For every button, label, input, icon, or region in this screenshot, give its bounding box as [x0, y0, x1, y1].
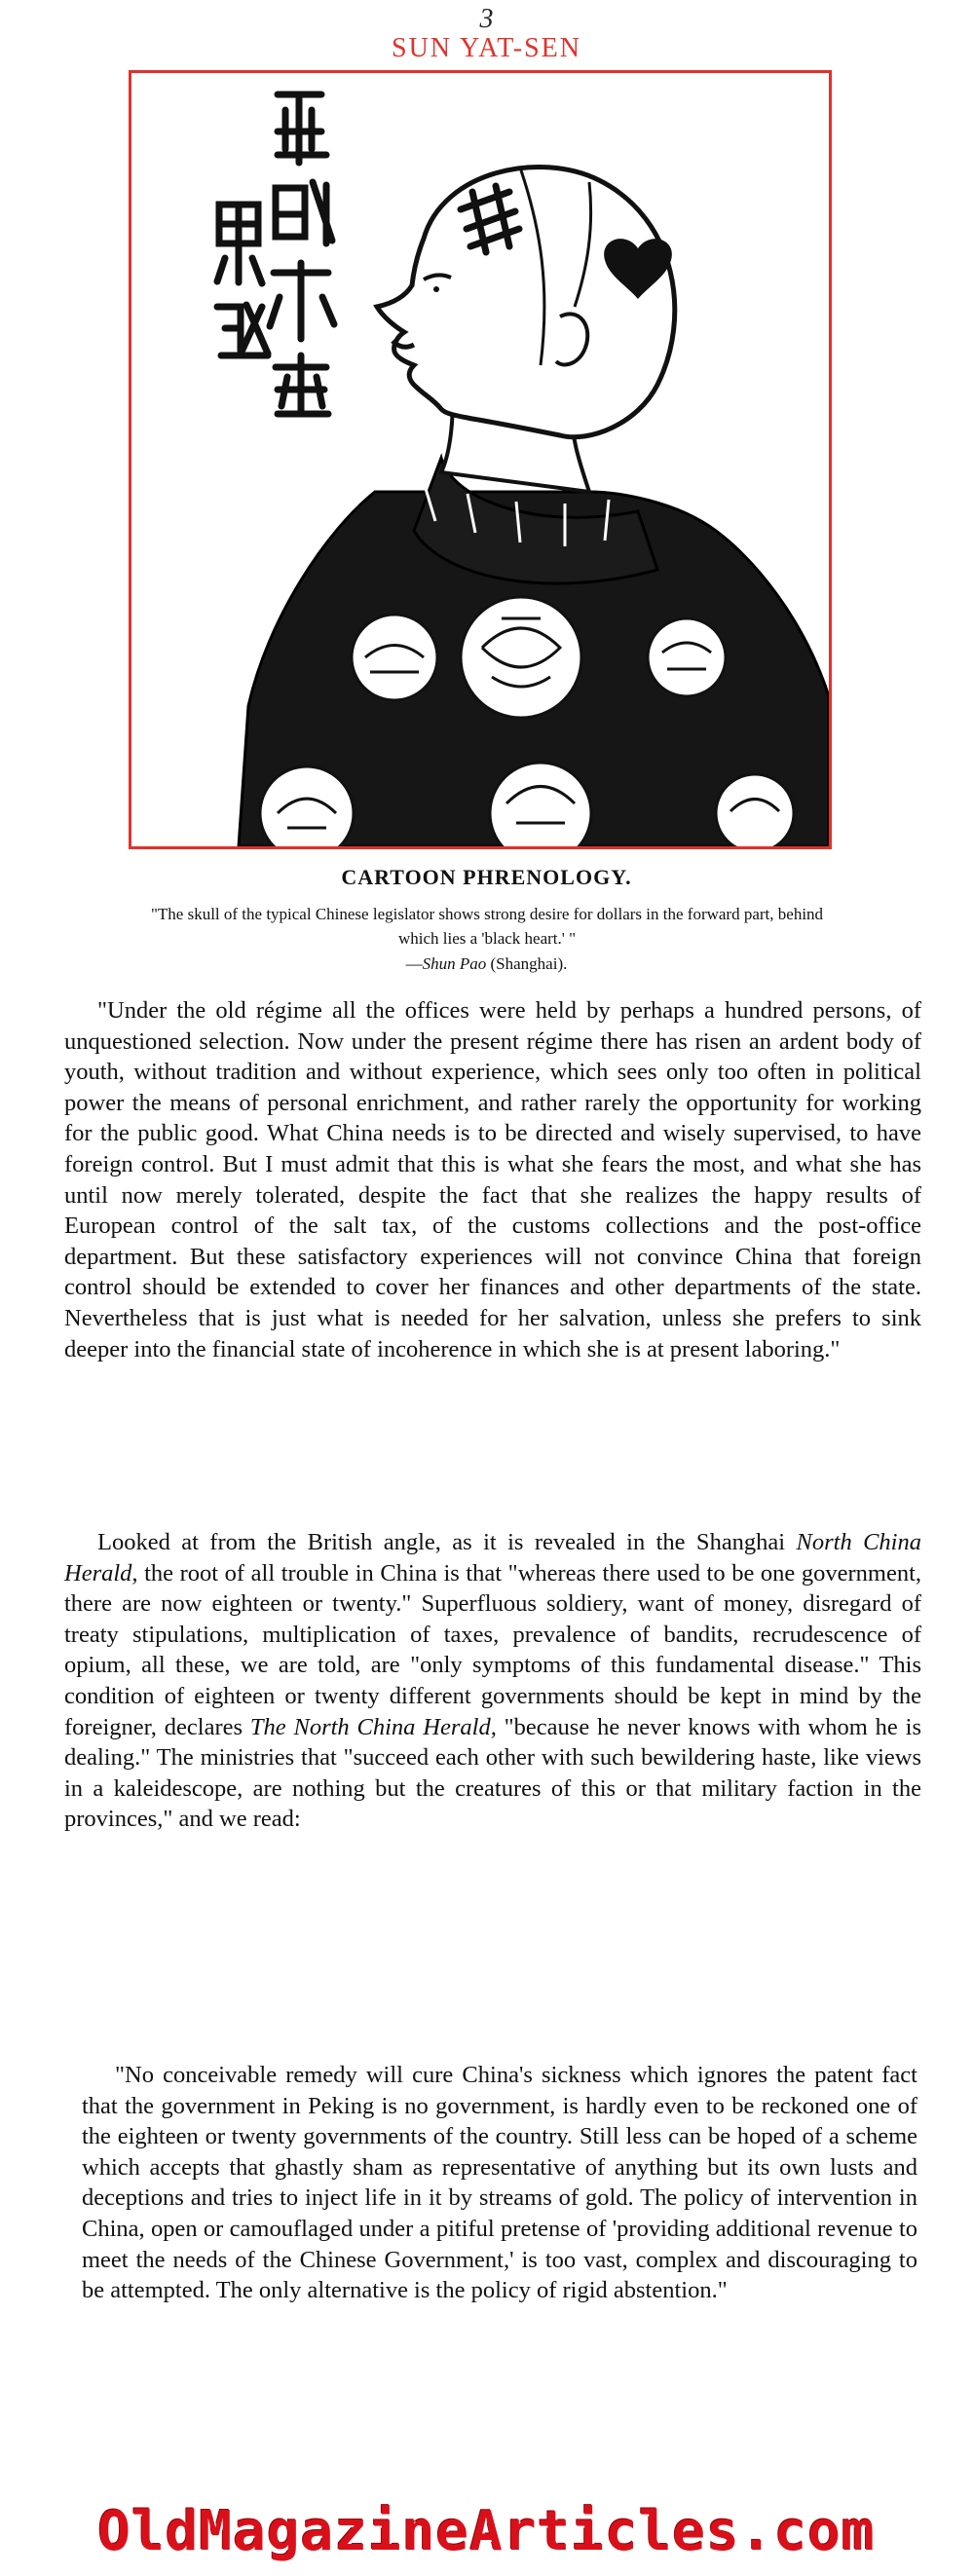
source-city: (Shanghai).: [486, 954, 568, 973]
quote-3-text: "No conceivable remedy will cure China's sickness which ignores the patent fact that the government in Peking is no government, is hardly even to be reckoned one of the eighteen or twenty governments of the country. Still less can be hoped of a scheme which accepts that ghastly sham as representative of anything but its own lusts and deceptions and tries to inject life in it by streams of gold. The policy of intervention in China, open or camouflaged under a pitiful pretense of 'providing additional revenue to meet the needs of the Chinese Government,' is too vast, complex and discouraging to be attempted. The only alternative is the policy of rigid abstention.": [82, 2062, 917, 2304]
para-2-part-b: the root of all trouble in China is that "whereas there used to be one government, there are now eighteen or twenty." Superfluous soldiery, want of money, disregard of treaty stipulations, multiplication of taxes, prevalence of bandits, recrudescence of opium, all these, we are told, are "only symptoms of this fundamental disease." This condition of eighteen or twenty different governments should be kept in mind by the foreigner, declares: [64, 1559, 921, 1740]
running-title: SUN YAT-SEN: [392, 33, 581, 63]
paragraph-2-text: [64, 1527, 921, 1835]
cartoon-illustration: [129, 70, 832, 849]
para-2-italic-2: The North China Herald,: [249, 1713, 497, 1740]
quote-1-text: "Under the old régime all the offices were held by perhaps a hundred persons, of unquestioned selection. Now under the present régime there has risen an ardent body of youth, without tradition and without experience, which sees only too often in political power the means of personal enrichment, and rather rarely the opportunity for working for the public good. What China needs is to be directed and wisely supervised, to have foreign control. But I must admit that this is what she fears the most, and what she has until now merely tolerated, despite the fact that she realizes the happy results of European control of the salt tax, of the customs collections and the post-office department. But these satisfactory experiences will not convince China that foreign control should be extended to cover her finances and other departments of the state. Nevertheless that is just what is needed for her salvation, unless she prefers to sink deeper into the financial state of incoherence in which she is at present laboring.": [64, 997, 921, 1363]
logo-text: OldMagazineArticles.com: [97, 2500, 876, 2563]
para-2-part-c: "because he never knows with whom he is dealing." The ministries that "succeed each other with such bewildering haste, like views in a kaleidescope, are nothing but the creatures of this or that military faction in the provinces," and we read:: [64, 1713, 921, 1833]
cartoon-caption: "The skull of the typical Chinese legislator shows strong desire for dollars in the forward part, behind which lies a 'black heart.' ": [150, 905, 824, 948]
article-quote-1: [64, 995, 921, 1364]
cartoon-source: [0, 954, 973, 974]
para-2-part-a: Looked at from the British angle, as it is revealed in the Shanghai: [97, 1529, 797, 1555]
source-publication: Shun Pao: [422, 954, 487, 973]
article-quote-3: [82, 2060, 917, 2306]
source-dash: —: [405, 954, 423, 973]
page-number: 3: [479, 4, 494, 34]
cartoon-title: CARTOON PHRENOLOGY.: [341, 865, 632, 889]
site-logo[interactable]: [0, 2493, 973, 2571]
article-paragraph-2: [64, 1527, 921, 1835]
para-2-italic-1: North China Herald,: [64, 1529, 921, 1587]
